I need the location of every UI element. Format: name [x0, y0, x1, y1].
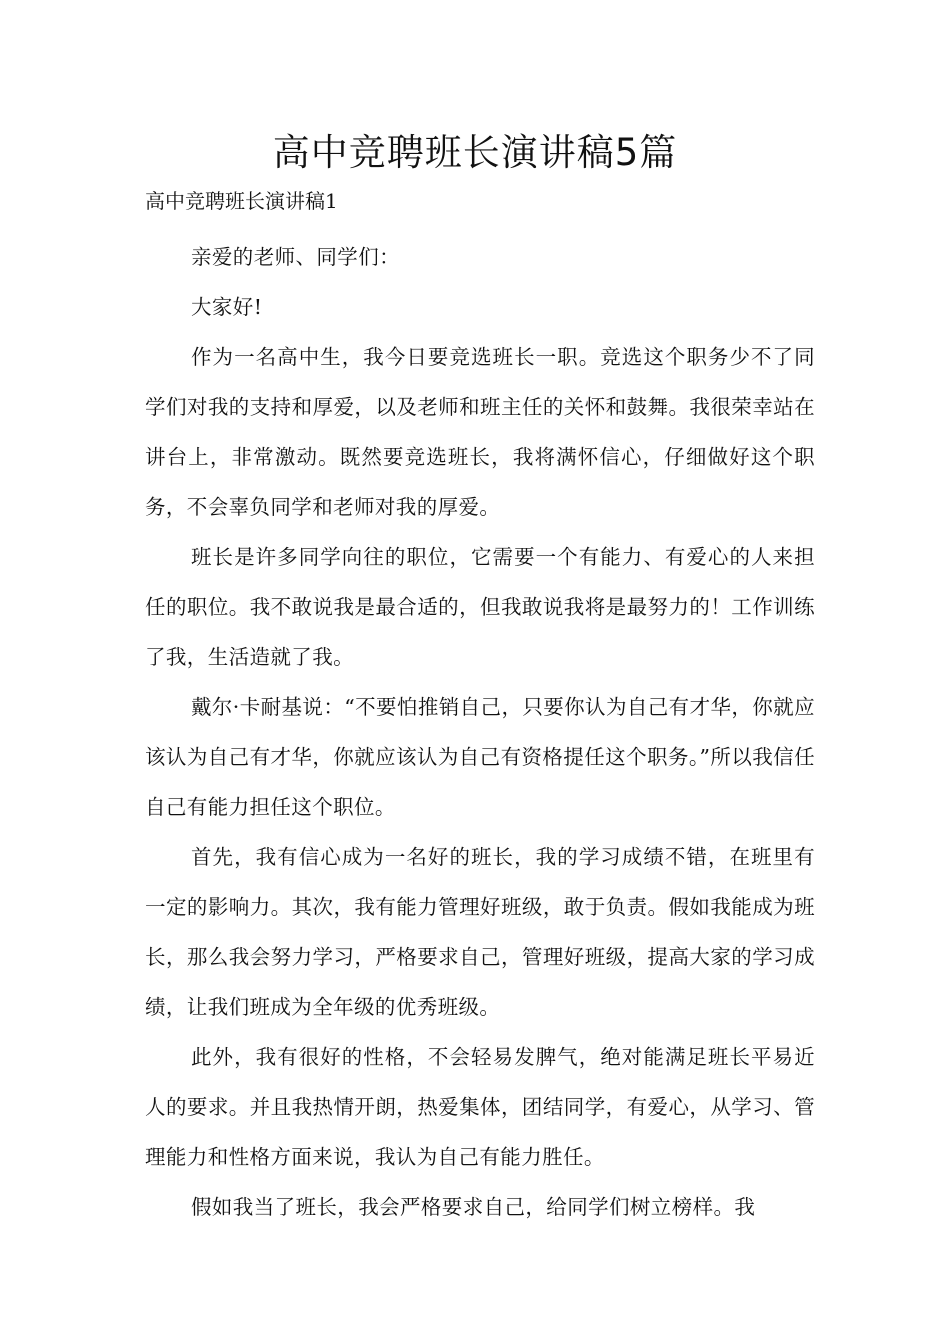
document-body	[145, 232, 815, 1232]
paragraph: 作为一名高中生，我今日要竞选班长一职。竞选这个职务少不了同学们对我的支持和厚爱，以及老师和班主任的关怀和鼓舞。我很荣幸站在讲台上，非常激动。既然要竞选班长，我将满怀信心，仔细做好这个职务，不会辜负同学和老师对我的厚爱。	[145, 345, 815, 519]
paragraph: 假如我当了班长，我会严格要求自己，给同学们树立榜样。我	[191, 1195, 756, 1219]
paragraph: 大家好!	[191, 295, 263, 319]
paragraph: 亲爱的老师、同学们：	[191, 245, 400, 269]
section-heading: 高中竞聘班长演讲稿1	[145, 189, 338, 213]
paragraph: 首先，我有信心成为一名好的班长，我的学习成绩不错，在班里有一定的影响力。其次，我有能力管理好班级，敢于负责。假如我能成为班长，那么我会努力学习，严格要求自己，管理好班级，提高大家的学习成绩，让我们班成为全年级的优秀班级。	[145, 845, 815, 1019]
document-title: 高中竞聘班长演讲稿5篇	[272, 131, 678, 174]
paragraph: 班长是许多同学向往的职位，它需要一个有能力、有爱心的人来担任的职位。我不敢说我是最合适的，但我敢说我将是最努力的！工作训练了我，生活造就了我。	[145, 545, 815, 669]
paragraph: 戴尔·卡耐基说：“不要怕推销自己，只要你认为自己有才华，你就应该认为自己有才华，你就应该认为自己有资格提任这个职务。”所以我信任自己有能力担任这个职位。	[145, 695, 815, 819]
paragraph: 此外，我有很好的性格，不会轻易发脾气，绝对能满足班长平易近人的要求。并且我热情开朗，热爱集体，团结同学，有爱心，从学习、管理能力和性格方面来说，我认为自己有能力胜任。	[145, 1045, 815, 1169]
